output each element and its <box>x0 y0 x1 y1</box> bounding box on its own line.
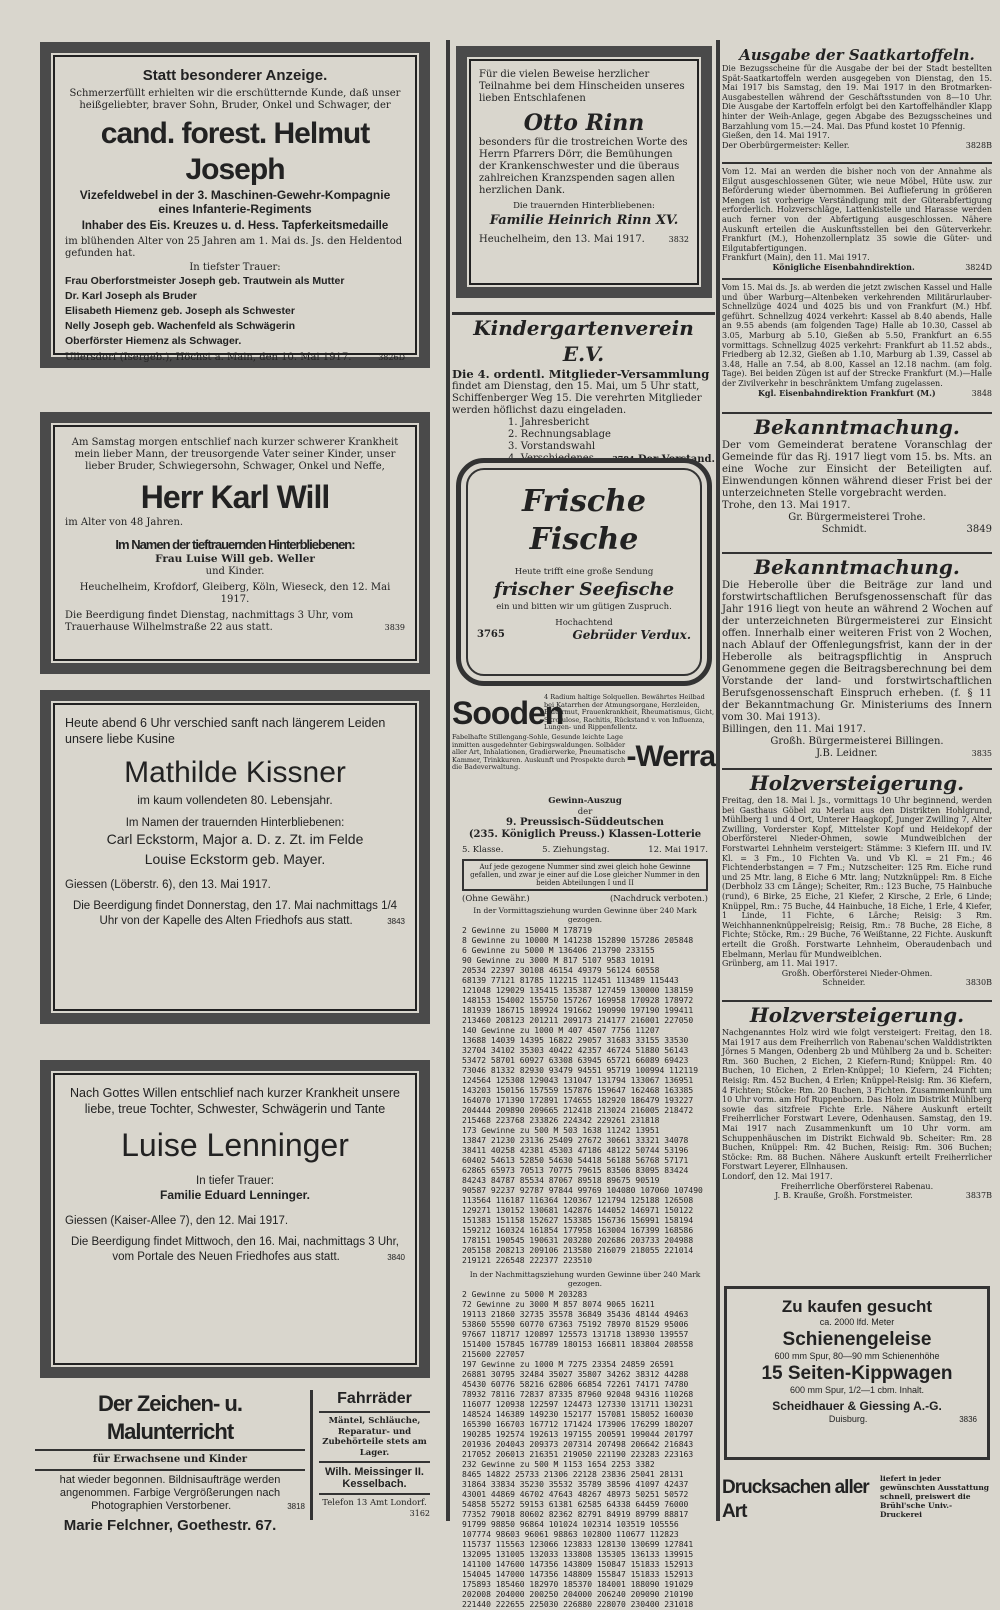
notice-title: Ausgabe der Saatkartoffeln. <box>739 46 975 64</box>
notice-wood-auction-2 <box>722 1000 992 1282</box>
notice-code: 3835 <box>971 749 992 758</box>
advertiser: Wilh. Meissinger II. <box>325 1466 424 1478</box>
lottery-heading: 9. Preussisch-Süddeutschen <box>506 817 664 828</box>
ad-intro: Nach Gottes Willen entschlief nach kurzer Krankheit unsere liebe, treue Tochter, Schwester, Schwägerin und Tante <box>69 1086 401 1116</box>
lottery-row: 148153 154002 155750 157267 169958 170928 178972 <box>462 996 694 1005</box>
agenda-item: 2. Rechnungsablage <box>508 429 611 440</box>
disclaimer: (Nachdruck verboten.) <box>609 893 708 904</box>
notice-seed-potatoes <box>722 46 992 158</box>
lottery-row: 151383 151158 152627 153385 156736 156991 158194 <box>462 1216 694 1225</box>
middle-column <box>452 0 715 1609</box>
ad-otto-rinn <box>456 46 712 298</box>
lottery-row: 201936 204043 209373 207314 207498 206642 216843 <box>462 1440 694 1449</box>
place-date: Ullersdorf (Isergeb.), Höchst a. Main, den 10. Mai 1917. <box>65 352 352 363</box>
office: Freiherrliche Oberförsterei Rabenau. <box>780 1181 934 1191</box>
lottery-row: 43001 44869 46702 47643 48267 48973 50251 50572 <box>462 1490 689 1499</box>
item: 15 Seiten-Kippwagen <box>761 1363 953 1384</box>
notice-code: 3830B <box>965 978 992 988</box>
notice-railway-goods <box>722 162 992 272</box>
lottery-row: 175893 185460 182970 185370 184001 188090 191029 <box>462 1580 694 1589</box>
ad-title: Frische Fische <box>521 484 647 557</box>
place-date: Trohe, den 13. Mai 1917. <box>722 500 851 511</box>
lottery-row: 53472 58701 60927 63308 63945 65721 66089 69423 <box>462 1056 689 1065</box>
lottery-disclaimers <box>462 894 708 905</box>
ad-intro: Am Samstag morgen entschlief nach kurzer schwerer Krankheit mein lieber Mann, der treusorgende Vater seiner Kinder, unser lieber Bruder, Schwiegersohn, Schwager, Onkel und Neffe, <box>71 437 399 472</box>
lottery-row: 124564 125308 129043 131047 131794 133067 136951 <box>462 1076 694 1085</box>
lottery-row: 60402 54613 52850 54630 54418 56188 56768 57171 <box>462 1156 689 1165</box>
lottery-row: 19113 21860 32735 35578 36849 35436 48144 49463 <box>462 1310 689 1319</box>
ad-luise-lenninger <box>40 1060 430 1378</box>
deceased-name: Luise Lenninger <box>121 1127 349 1163</box>
ad-subtitle: Die 4. ordentl. Mitglieder-Versammlung <box>452 367 710 381</box>
lottery-row: 78932 78116 72837 87335 87960 92048 94316 110268 <box>462 1390 694 1399</box>
lottery-heading: Gewinn-Auszug <box>548 796 622 806</box>
lottery-date: 12. Mai 1917. <box>648 845 708 855</box>
lottery-heading: (235. Königlich Preuss.) Klassen-Lotterie <box>468 829 702 840</box>
lottery-row: 202008 204000 200250 204000 206240 209090 210190 <box>462 1590 694 1599</box>
section-heading: In der Nachmittagsziehung wurden Gewinne über 240 Mark gezogen. <box>469 1270 701 1288</box>
lottery-row: 62865 65973 70513 70775 79615 83506 83095 83424 <box>462 1166 689 1175</box>
lottery-row: 173 Gewinne zu 500 M 503 1638 11242 13951 <box>462 1126 660 1135</box>
lottery-row: 205158 208213 209106 213580 216079 218055 221014 <box>462 1246 694 1255</box>
mourner: Oberförster Hiemenz als Schwager. <box>65 335 242 347</box>
notice-text: Die Bezugsscheine für die Ausgabe der bei der Stadt bestellten Spät-Saatkartoffeln werden ausgegeben von Dienstag, den 15. Mai 1917 bis Samstag, den 19. Mai 1917 in den Brotmarken-Ausgabestellen während der Geschäftsstunden von 8—10 Uhr. Die Ausgabe der Kartoffeln erfolgt bei den Kartoffelhändler Klapp hinter der Weih-Anlage, gegen Abgabe des Bezugsscheines und Barzahlung vom 15.—24. Mai. Das Pfund kostet 10 Pfennig. <box>722 64 992 131</box>
deceased-name: cand. forest. Helmut Joseph <box>100 117 370 186</box>
lottery-row: 217052 206013 216351 219050 221190 223283 223163 <box>462 1450 694 1459</box>
ad-code: 3162 <box>409 1508 430 1518</box>
notice-title: Bekanntmachung. <box>754 415 960 439</box>
advertiser: Marie Felchner, Goethestr. 67. <box>63 1517 277 1534</box>
lottery-row: 129271 130152 130681 142876 144052 146971 150122 <box>462 1206 694 1215</box>
mourner: Carl Eckstorm, Major a. D. z. Zt. im Felde <box>106 831 364 847</box>
spa-name-2: -Werra <box>626 740 715 773</box>
funeral-note: Die Beerdigung findet Mittwoch, den 16. Mai, nachmittags 3 Uhr, vom Portale des Neuen Friedhofes aus statt. <box>71 1236 399 1263</box>
lottery-row: 221440 222655 225030 226880 228070 230400 231018 <box>462 1600 694 1609</box>
ad-line: frischer Seefische <box>493 578 675 600</box>
deceased-name: Mathilde Kissner <box>124 756 346 789</box>
signature: Schneider. <box>822 978 866 988</box>
office: Gr. Bürgermeisterei Trohe. <box>788 512 926 523</box>
lottery-row: 215468 223768 233826 224342 229261 231818 <box>462 1116 660 1125</box>
ad-code: 3839 <box>384 623 405 632</box>
town: Duisburg. <box>828 1414 868 1424</box>
place-date: Gießen, den 14. Mai 1917. <box>722 131 830 141</box>
rank: Vizefeldwebel in der 3. Maschinen-Gewehr-Kompagnie eines Infanterie-Regiments <box>79 188 391 216</box>
signature: Königliche Eisenbahndirektion. <box>772 261 915 272</box>
ad-title: Drucksachen aller Art <box>722 1477 869 1522</box>
lottery-row: 6 Gewinne zu 5000 M 136406 213790 233155 <box>462 946 655 955</box>
lottery-row: 45430 60776 58216 62806 66854 72261 74171 74780 <box>462 1380 689 1389</box>
lottery-meta <box>462 845 708 856</box>
lottery-row: 165390 166703 167712 171424 173906 176299 180207 <box>462 1420 694 1429</box>
lottery-row: 140 Gewinne zu 1000 M 407 4507 7756 11207 <box>462 1026 660 1035</box>
place-date: Giessen (Kaiser-Allee 7), den 12. Mai 1917. <box>65 1215 289 1227</box>
ad-line: Hochachtend <box>555 618 613 628</box>
ad-text: Mäntel, Schläuche, Reparatur- und Zubehörteile stets am Lager. <box>322 1416 427 1458</box>
ad-kindergarten <box>452 312 715 465</box>
notice-code: 3837B <box>965 1191 992 1201</box>
mourner: Louise Eckstorm geb. Mayer. <box>144 851 326 867</box>
lottery-row: 132095 131005 132033 133808 135305 136133 139915 <box>462 1550 694 1559</box>
lottery-row: 68139 77121 81785 112215 112451 113489 115443 <box>462 976 679 985</box>
phone: Telefon 13 Amt Londorf. <box>322 1498 427 1508</box>
lottery-row: 151400 157845 167789 180153 166811 183804 208558 <box>462 1340 694 1349</box>
mourning-label: Im Namen der trauernden Hinterbliebenen: <box>125 817 345 829</box>
lottery-row: 53860 55590 60770 67363 75192 78970 81529 95006 <box>462 1320 689 1329</box>
mourner: Elisabeth Hiemenz geb. Joseph als Schwester <box>65 305 295 317</box>
ad-text: Fabelhafte Stillengang-Sohle, Gesunde leichte Lage inmitten ausgedehnter Gebirgswaldungen. Solbäder aller Art, Inhalationen, Gradierwerke, Pneumatische Kammer, Trinkkuren. Auskunft und Prospekte durch die Badeverwaltung. <box>452 733 626 771</box>
lottery-row: 141100 147600 147356 143809 150847 151833 152913 <box>462 1560 694 1569</box>
lottery-row: 2 Gewinne zu 15000 M 178719 <box>462 926 593 935</box>
notice-code: 3828B <box>965 140 992 150</box>
notice-heberolle-billingen <box>722 552 992 764</box>
ad-code: 3836 <box>959 1415 977 1424</box>
mourner-list <box>65 274 405 349</box>
lottery-row: 116077 120938 122597 124473 127330 131711 130231 <box>462 1400 694 1409</box>
notice-title: Holzversteigerung. <box>749 1003 965 1027</box>
lottery-row: 73046 81332 82930 93479 94551 95719 100994 112119 <box>462 1066 699 1075</box>
lottery-row: 26881 30795 32484 35027 35807 34262 38312 44288 <box>462 1370 689 1379</box>
signature: Kgl. Eisenbahndirektion Frankfurt (M.) <box>757 387 936 398</box>
lottery-row: 121048 129029 135415 135387 127459 130000 138159 <box>462 986 694 995</box>
age-note: im kaum vollendeten 80. Lebensjahr. <box>137 793 333 807</box>
notice-wood-auction-1 <box>722 768 992 998</box>
ad-line: Heute trifft eine große Sendung <box>514 567 654 577</box>
lottery-row: 190285 192574 192613 197155 200591 199044 201797 <box>462 1430 694 1439</box>
signature: J. B. Krauße, Großh. Forstmeister. <box>775 1191 913 1201</box>
lottery-row: 31864 33834 35230 35532 35789 38596 41097 42437 <box>462 1480 689 1489</box>
spa-name: Sooden <box>452 695 564 731</box>
deceased-name: Herr Karl Will <box>140 479 330 515</box>
place-date: Giessen (Löberstr. 6), den 13. Mai 1917. <box>65 879 271 891</box>
ad-code: 3840 <box>387 1253 405 1262</box>
lottery-row: 32704 34102 35303 40422 42357 46724 51880 56143 <box>462 1046 689 1055</box>
signature: Schmidt. <box>821 524 867 535</box>
disclaimer: (Ohne Gewähr.) <box>462 893 530 904</box>
lottery-row: 91799 98850 96864 101024 102314 103519 105556 <box>462 1520 679 1529</box>
lottery-row: 115737 115563 123066 123833 128130 130699 127841 <box>462 1540 694 1549</box>
mourning-label: In tiefer Trauer: <box>196 1175 274 1187</box>
funeral-note: Die Beerdigung findet Donnerstag, den 17. Mai nachmittags 1/4 Uhr von der Kapelle des Alten Friedhofs aus statt. <box>72 900 398 927</box>
ad-title: Statt besonderer Anzeige. <box>142 67 328 84</box>
ad-mathilde-kissner <box>40 690 430 1024</box>
age-note: im Alter von 48 Jahren. <box>65 517 184 528</box>
ad-title: Zu kaufen gesucht <box>781 1297 933 1316</box>
winning-numbers-morning <box>462 926 708 1266</box>
funeral-note: Die Beerdigung findet Dienstag, nachmittags 3 Uhr, vom Trauerhause Wilhelmstraße 22 aus statt. <box>65 610 354 633</box>
notice-code: 3848 <box>971 388 992 398</box>
medal: Inhaber des Eis. Kreuzes u. d. Hess. Tapferkeitsmedaille <box>81 220 389 232</box>
mourning-label: Die trauernden Hinterbliebenen: <box>513 201 655 211</box>
lottery-results <box>462 796 708 1609</box>
lottery-row: 54858 55272 59153 61381 62585 64338 64459 76000 <box>462 1500 689 1509</box>
ad-rails-wanted <box>724 1286 990 1460</box>
ad-text: 4 Radium haltige Solquellen. Bewährtes Heilbad bei Katarrhen der Atmungsorgane, Herzleiden, Blutarmut, Frauenkrankheit, Rheumatismus, Gicht, Skrofulose, Rachitis, Rückstand v. von Influenza, Lungen- und Rippenfellentz. <box>544 693 715 731</box>
children: und Kinder. <box>205 566 265 577</box>
agenda-item: 1. Jahresbericht <box>508 417 590 428</box>
lottery-row: 181939 186715 189924 191662 190990 197190 199411 <box>462 1006 694 1015</box>
family: Familie Heinrich Rinn XV. <box>489 212 679 228</box>
ad-title: Fahrräder <box>337 1390 412 1407</box>
lottery-row: 97667 118717 120897 125573 131718 138930 139557 <box>462 1330 689 1339</box>
lottery-row: 2 Gewinne zu 5000 M 203283 <box>462 1290 588 1299</box>
notice-railway-trains <box>722 278 992 408</box>
ad-code: 3784 <box>612 454 635 464</box>
ad-helmut-joseph <box>40 42 430 368</box>
notice-text: Vom 12. Mai an werden die bisher noch von der Annahme als Eilgut ausgeschlossenen Güter, wie neue Möbel, Hüte usw. zur Beförderung wieder übernommen. Bei Auflieferung in größeren Mengen ist vorherige Verständigung mit der Güterabfertigung erforderlich. Holzverschläge, Lattenkistelle und Harasse werden auch ferner von der Abfertigung ausgeschlossen. Nähere Auskunft erteilen die Auskunftsstellen bei den Güterverkehr. Frankfurt (M.), Hohenzollernplatz 35 sowie die Güter- und Eilgutabfertigungen. <box>722 167 992 253</box>
lottery-row: 159212 160324 161854 177958 163004 167399 168586 <box>462 1226 694 1235</box>
ad-subtitle: für Erwachsene und Kinder <box>92 1454 248 1465</box>
notice-title: Bekanntmachung. <box>754 555 960 579</box>
lottery-row: 143203 150156 157559 157876 159647 162468 163385 <box>462 1086 694 1095</box>
ad-intro: Schmerzerfüllt erhielten wir die erschütternde Kunde, daß unser heißgeliebter, braver Sohn, Bruder, Onkel und Schwager, der <box>69 88 401 111</box>
lottery-row: 107774 98603 96061 98863 102800 110677 112823 <box>462 1530 679 1539</box>
lottery-row: 20534 22397 30108 46154 49379 56124 60558 <box>462 966 660 975</box>
item-spec: 600 mm Spur, 1/2—1 cbm. Inhalt. <box>789 1385 925 1395</box>
ad-code: 3765 <box>477 628 505 640</box>
notice-text: Freitag, den 18. Mai l. Js., vormittags 10 Uhr beginnend, werden bei Gasthaus Göbel zu Merlau aus den Distrikten Hohlgrund, Mühlberg 1 und 4 Ort, Unterer Haagkopf, Junger Zwilling 7, Alter Zwilling, Vorderster Kopf, Mittelster Kopf und Heidekopf der Oberförsterei Nieder-Ohmen, sowie Mundweiblchen der Forstwartei Lehnheim versteigert: Stämme: 3 Kiefern III. und IV. Kl. = 3 Fm., 10 Fichten Va. und Vb Kl. = 21 Fm.; 46 Fichtenderbstangen = 7 Fm.; Nutzscheiter: 125 Rm. Eiche rund und 25 Mtr. lang, 8 Eiche 6 Mtr. lang; Nutzknüppel: Rm. 8 Eiche (Derbholz 33 cm Länge); Scheiter, Rm.: 123 Buche, 75 Hainbuche (rund), 6 Birke, 25 Eiche, 21 Kiefer, 2 Kirsche, 2 Erle, 6 Linde; Knüppel, Rm.: 75 Buche, 44 Hainbuche, 18 Eiche, 1 Erle, 4 Kiefer, 1 Linde, 11 Fichte, 6 Lärche; Reisig: 3 Rm. Weichhannenknüppelreisig; Reisig, Rm.: 78 Buche, 28 Eiche, 8 Fichte; Stöcke, Rm.: 29 Buche, 76 Weißtanne, 22 Fichte. Auskunft erteilt die Großh. Forstwarte Lehnheim, Oberaudenbach und Ebelmann, Merlau für Mundweiblchen. <box>722 796 992 959</box>
ad-text: hat wieder begonnen. Bildnisaufträge werden angenommen. Farbige Vergrößerungen nach Photographien Verstorbener. <box>59 1474 281 1512</box>
ad-line: ein und bitten wir um gütigen Zuspruch. <box>496 601 672 612</box>
lottery-row: 148524 146389 149230 152177 157081 158052 160030 <box>462 1410 694 1419</box>
place-date: Heuchelheim, den 13. Mai 1917. <box>479 233 645 245</box>
place-date: Heuchelheim, Krofdorf, Gleiberg, Köln, Wieseck, den 12. Mai 1917. <box>79 582 391 605</box>
column-rule <box>446 40 450 1521</box>
signature: Der Oberbürgermeister: Keller. <box>722 140 850 150</box>
death-note: im blühenden Alter von 25 Jahren am 1. Mai ds. Js. den Heldentod gefunden hat. <box>65 236 403 259</box>
ad-bicycles <box>310 1390 430 1520</box>
notice-budget-trohe <box>722 412 992 550</box>
firm: Scheidhauer & Giessing A.-G. <box>772 1399 942 1413</box>
ad-text: findet am Dienstag, den 15. Mai, um 5 Uhr statt, Schiffenberger Weg 15. Die verehrten Mitglieder werden höflichst dazu eingeladen. <box>452 381 702 416</box>
section-heading: In der Vormittagsziehung wurden Gewinne über 240 Mark gezogen. <box>473 906 697 924</box>
lottery-row: 8465 14822 25733 21306 22128 23836 25041 28131 <box>462 1470 684 1479</box>
ad-intro: Für die vielen Beweise herzlicher Teilnahme bei dem Hinscheiden unseres lieben Entschlafenen <box>479 69 685 104</box>
ad-intro: Heute abend 6 Uhr verschied sanft nach längerem Leiden unsere liebe Kusine <box>65 716 386 746</box>
lottery-row: 8 Gewinne zu 10000 M 141238 152890 157286 205848 <box>462 936 694 945</box>
ad-code: 3818 <box>287 1502 305 1511</box>
notice-text: Der vom Gemeinderat beratene Voranschlag der Gemeinde für das Rj. 1917 liegt vom 15. bs. Mts. an eine Woche zur Einsicht der Beteiligten auf. Einwendungen können während dieser Frist bei der unterzeichneten Stelle vorgebracht werden. <box>722 440 992 499</box>
mourner: Dr. Karl Joseph als Bruder <box>65 290 197 302</box>
lottery-row: 197 Gewinne zu 1000 M 7275 23354 24859 26591 <box>462 1360 674 1369</box>
lottery-row: 72 Gewinne zu 3000 M 857 8074 9065 16211 <box>462 1300 655 1309</box>
lottery-row: 213460 208123 201211 209173 214177 216001 227050 <box>462 1016 694 1025</box>
ad-karl-will <box>40 412 430 674</box>
lottery-row: 77352 79018 80602 82362 82791 84919 89799 88817 <box>462 1510 689 1519</box>
ad-subtitle: ca. 2000 lfd. Meter <box>819 1317 895 1327</box>
office: Großh. Oberförsterei Nieder-Ohmen. <box>781 968 933 978</box>
lottery-row: 154045 147000 147356 148809 155847 151833 152913 <box>462 1570 694 1579</box>
mourning-label: In tiefster Trauer: <box>189 262 281 273</box>
lottery-row: 13847 21230 23136 25409 27672 30661 33321 34078 <box>462 1136 689 1145</box>
ad-printing <box>722 1472 992 1522</box>
notice-text: Die Heberolle über die Beiträge zur land und forstwirtschaftlichen Berufsgenossenschaft für das Jahr 1916 liegt von heute an während 2 Wochen auf der unterzeichneten Bürgermeisterei zur Einsicht offen. Innerhalb einer weiteren Frist von 2 Wochen, nach Ablauf der Offenlegungsfrist, kann der in der Heberolle als beitragspflichtig in Anspruch Genommene gegen die Beitragsberechnung bei dem Vorstande der land- und forstwirtschaftlichen Berufsgenossenschaft Einspruch erheben. (f. § 11 der Bekanntmachung Gr. Ministeriums des Innern vom 30. Mai 1913). <box>722 580 992 723</box>
notice-code: 3824D <box>965 262 992 272</box>
lottery-row: 215600 227057 <box>462 1350 525 1359</box>
lottery-row: 13688 14039 14395 16822 29057 31683 33155 33530 <box>462 1036 689 1045</box>
ad-text: liefert in jeder gewünschten Ausstattung schnell, preiswert die Brühl'sche Univ.-Druckerei <box>880 1474 990 1519</box>
notice-title: Holzversteigerung. <box>749 771 965 795</box>
notice-text: Nachgenanntes Holz wird wie folgt versteigert: Freitag, den 18. Mai 1917 aus dem Freiherrlich von Rabenau'schen Walddistrikten Jörnes 5 Mangen, Odenberg 2b und Mühlberg 2a und b. Scheiter: Rm. 360 Buchen, 2 Eichen, 2 Kiefern-Rund; Knüppel: Rm. 40 Buchen, 10 Eichen, 2 Erlen-Knüppel; 10 Kiefern, 24 Fichten; Reisig: Rm. 452 Buchen, 4 Erlen; Knüppel-Reisig: Rm. 36 Kiefern, 4 Fichten; Stöcke: Rm. 20 Buchen, 3 Fichten. Zusammenkunft um 10 Uhr vorm. am Hof Ruppenborn. Das Holz im Distrikt Mühlberg sowie das sitzfreie Fichte Erle. Nähere Auskunft erteilt Freiherrlicher Forstwart Levere, Odenhausen. Samstag, den 19. Mai 1917 nach Zusammenkunft um 10 Uhr vorm. am Schuppenhäuschen im Distrikt Eichwald 9b. Scheiter: Rm. 28 Buchen, Knüppel: Rm. 42 Buchen, Reisig: Rm. 306 Buchen; Stöcke: Rm. 88 Buchen. Nähere Auskunft erteilt Freiherrlicher Forstwart Leyerer, Ellnhausen. <box>722 1028 992 1172</box>
lottery-row: 38411 40258 42381 45303 47186 48122 50744 53196 <box>462 1146 689 1155</box>
lottery-row: 164070 171390 172891 174655 182920 186479 193227 <box>462 1096 694 1105</box>
agenda-item: 3. Vorstandswahl <box>508 441 596 452</box>
right-column <box>722 0 992 1531</box>
item-spec: 600 mm Spur, 80—90 mm Schienenhöhe <box>774 1351 940 1361</box>
place-date: Frankfurt (Main), den 11. Mai 1917. <box>722 253 870 263</box>
signature: J.B. Leidner. <box>816 748 878 759</box>
notice-text: Vom 15. Mai ds. Js. ab werden die jetzt zwischen Kassel und Halle und über Warburg—Altenbeken verkehrenden Militärurlauber-Schnellzüge 4024 und 4025 bis und von Frankfurt (M.) Hbf. geführt. Schnellzug 4024 verkehrt: Kassel ab 8.40 abends, Halle an 9.55 abends (am folgenden Tage) Halle ab 10.30, Cassel ab 3.05, Marburg ab 5.10, Gießen ab 5.50, Frankfurt an 6.55 vormittags. Schnellzug 4025 verkehrt: Frankfurt ab 11.52 abds., Friedberg ab 12.32, Gießen ab 1.10, Marburg ab 1.39, Cassel ab 3.48, Halle an 7.54, ab 8.00, Kassel an 12.18 nachm. (am folg. Tage). Bei beiden Zügen ist auf der Strecke Frankfurt (M.)—Halle der Zivilverkehr in beschränktem Umfang zugelassen. <box>722 283 992 388</box>
thanks-text: besonders für die trostreichen Worte des Herrn Pfarrers Dörr, die Bemühungen der Krankenschwester und die überaus zahlreichen Kranzspenden sagen allen herzlichen Dank. <box>479 137 688 196</box>
lottery-row: 90587 92237 92787 97844 99769 104080 107060 107490 <box>462 1186 703 1195</box>
ad-fresh-fish <box>456 458 712 686</box>
signature: Der Vorstand. <box>637 454 715 465</box>
lottery-row: 90 Gewinne zu 3000 M 817 5107 9583 10191 <box>462 956 655 965</box>
ad-sooden-werra <box>452 694 715 786</box>
agenda-item: 4. Verschiedenes. <box>508 453 597 464</box>
ad-title: Kindergartenverein E.V. <box>473 316 694 366</box>
lottery-row: 113564 116187 116364 120367 121794 125188 126508 <box>462 1196 694 1205</box>
place-date: Grünberg, am 11. Mai 1917. <box>722 959 838 969</box>
winning-numbers-afternoon <box>462 1290 708 1610</box>
ad-code: 3843 <box>387 917 405 926</box>
lottery-row: 219121 226548 222377 223510 <box>462 1256 593 1265</box>
left-column <box>30 0 430 1534</box>
office: Großh. Bürgermeisterei Billingen. <box>770 736 944 747</box>
ad-title: Der Zeichen- u. Malunterricht <box>98 1391 242 1444</box>
ad-code: 3826D <box>378 353 405 362</box>
signature: Gebrüder Verdux. <box>572 627 691 642</box>
lottery-heading: der <box>577 806 593 817</box>
deceased-name: Otto Rinn <box>523 110 645 136</box>
lottery-class: 5. Klasse. <box>462 845 504 855</box>
item: Schienengeleise <box>782 1329 932 1350</box>
ad-drawing-lessons <box>35 1390 305 1534</box>
lottery-row: 84243 84787 85534 87067 89518 89675 90519 <box>462 1176 660 1185</box>
town: Kesselbach. <box>342 1478 407 1490</box>
family: Familie Eduard Lenninger. <box>159 1188 311 1202</box>
lottery-row: 204444 209890 209665 212418 213024 216005 218472 <box>462 1106 694 1115</box>
column-rule <box>716 40 720 1521</box>
lottery-day: 5. Ziehungstag. <box>542 845 610 855</box>
mourner: Frau Oberforstmeister Joseph geb. Trautwein als Mutter <box>65 275 345 287</box>
lottery-note: Auf jede gezogene Nummer sind zwei gleich hohe Gewinne gefallen, und zwar je einer auf die Lose gleicher Nummer in den beiden Abteilungen I und II <box>462 859 708 891</box>
lottery-row: 178151 190545 190631 203280 202686 203733 204988 <box>462 1236 694 1245</box>
place-date: Londorf, den 12. Mai 1917. <box>722 1171 833 1181</box>
widow: Frau Luise Will geb. Weller <box>155 553 315 565</box>
ad-code: 3832 <box>668 234 689 244</box>
lottery-row: 232 Gewinne zu 500 M 1153 1654 2253 3382 <box>462 1460 655 1469</box>
place-date: Billingen, den 11. Mai 1917. <box>722 724 866 735</box>
notice-code: 3849 <box>966 524 992 535</box>
mourning-label: Im Namen der tieftrauernden Hinterbliebenen: <box>115 537 355 552</box>
mourner: Nelly Joseph geb. Wachenfeld als Schwägerin <box>65 320 296 332</box>
